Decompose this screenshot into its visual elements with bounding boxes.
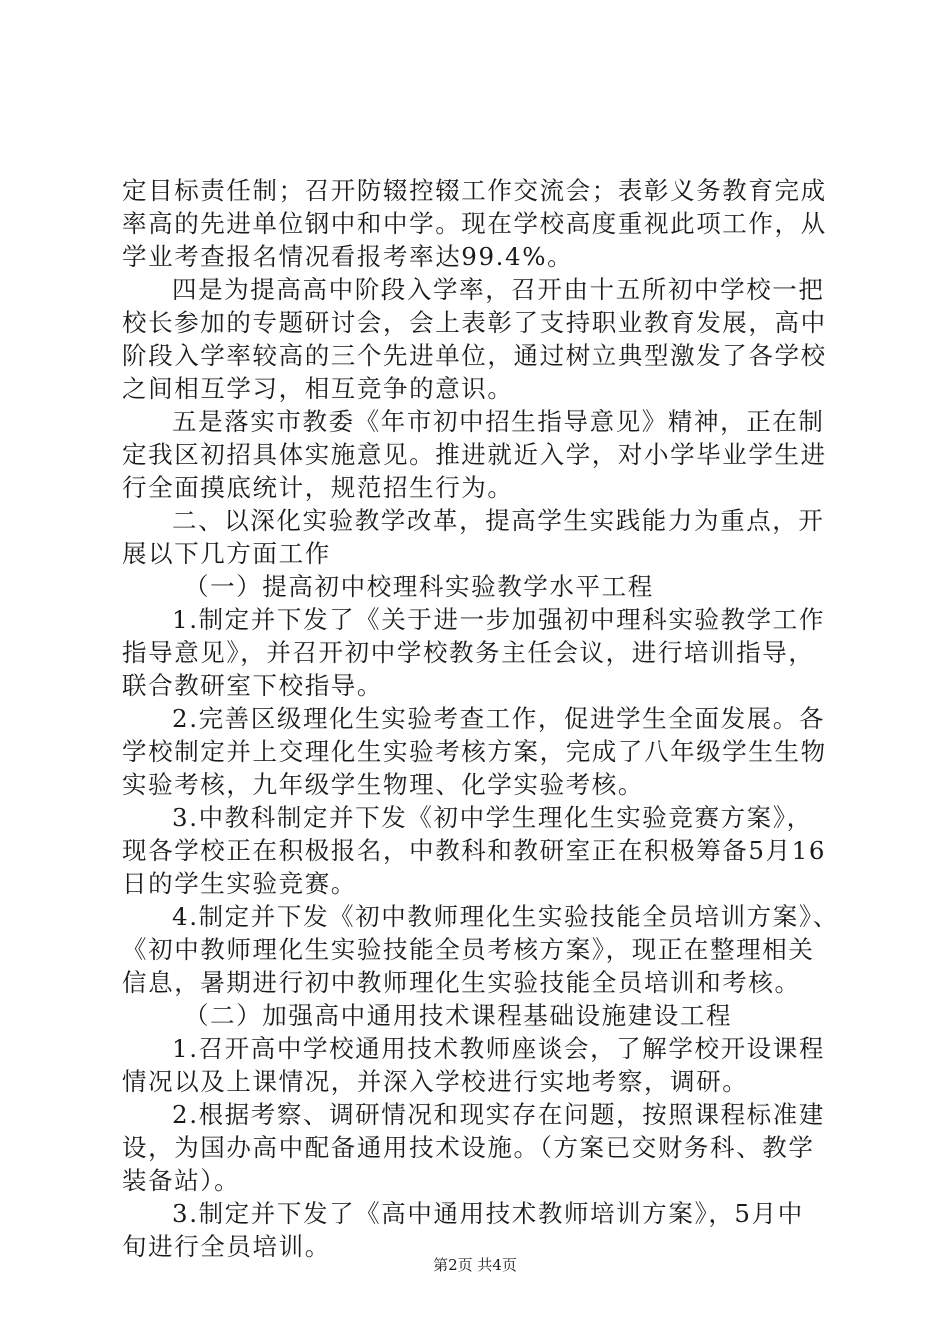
text-line: 《初中教师理化生实验技能全员考核方案》，现正在整理相关: [122, 935, 815, 964]
text-line: 指导意见》，并召开初中学校教务主任会议，进行培训指导，: [122, 638, 815, 667]
text-line: 日的学生实验竞赛。: [122, 869, 357, 898]
document-body: [122, 174, 842, 1263]
text-line: 4.制定并下发《初中教师理化生实验技能全员培训方案》、: [172, 902, 839, 931]
text-line: 信息，暑期进行初中教师理化生实验技能全员培训和考核。: [122, 968, 801, 997]
text-line: 定我区初招具体实施意见。推进就近入学，对小学毕业学生进: [122, 440, 827, 469]
text-line: 旬进行全员培训。: [122, 1232, 331, 1261]
section-heading: （二）加强高中通用技术课程基础设施建设工程: [184, 1001, 733, 1030]
text-line: 展以下几方面工作: [122, 539, 331, 568]
text-line: 1.制定并下发了《关于进一步加强初中理科实验教学工作: [172, 605, 825, 634]
text-line: 2.根据考察、调研情况和现实存在问题，按照课程标准建: [172, 1100, 825, 1129]
text-line: 五是落实市教委《年市初中招生指导意见》精神，正在制: [172, 407, 825, 436]
text-line: 1.召开高中学校通用技术教师座谈会，了解学校开设课程: [172, 1034, 825, 1063]
text-line: 学业考查报名情况看报考率达99.4%。: [122, 242, 574, 271]
page-footer: 第2页 共4页: [433, 1256, 517, 1274]
text-line: 定目标责任制；召开防辍控辍工作交流会；表彰义务教育完成: [122, 176, 827, 205]
text-line: 2.完善区级理化生实验考查工作，促进学生全面发展。各: [172, 704, 825, 733]
text-line: 二、以深化实验教学改革，提高学生实践能力为重点，开: [172, 506, 825, 535]
text-line: 联合教研室下校指导。: [122, 671, 383, 700]
text-line: 情况以及上课情况，并深入学校进行实地考察，调研。: [122, 1067, 749, 1096]
text-line: 之间相互学习，相互竞争的意识。: [122, 374, 514, 403]
section-heading: （一）提高初中校理科实验教学水平工程: [184, 572, 654, 601]
text-line: 设，为国办高中配备通用技术设施。（方案已交财务科、教学: [122, 1133, 815, 1162]
text-line: 现各学校正在积极报名，中教科和教研室正在积极筹备5月16: [122, 836, 827, 865]
text-line: 率高的先进单位钢中和中学。现在学校高度重视此项工作，从: [122, 209, 827, 238]
text-line: 校长参加的专题研讨会，会上表彰了支持职业教育发展，高中: [122, 308, 827, 337]
text-line: 3.制定并下发了《高中通用技术教师培训方案》，5月中: [172, 1199, 804, 1228]
text-line: 阶段入学率较高的三个先进单位，通过树立典型激发了各学校: [122, 341, 827, 370]
text-line: 3.中教科制定并下发《初中学生理化生实验竞赛方案》，: [172, 803, 813, 832]
text-line: 学校制定并上交理化生实验考核方案，完成了八年级学生生物: [122, 737, 827, 766]
text-line: 实验考核，九年级学生物理、化学实验考核。: [122, 770, 644, 799]
text-line: 行全面摸底统计，规范招生行为。: [122, 473, 514, 502]
text-line: 装备站）。: [122, 1166, 241, 1195]
text-line: 四是为提高高中阶段入学率，召开由十五所初中学校一把: [172, 275, 825, 304]
